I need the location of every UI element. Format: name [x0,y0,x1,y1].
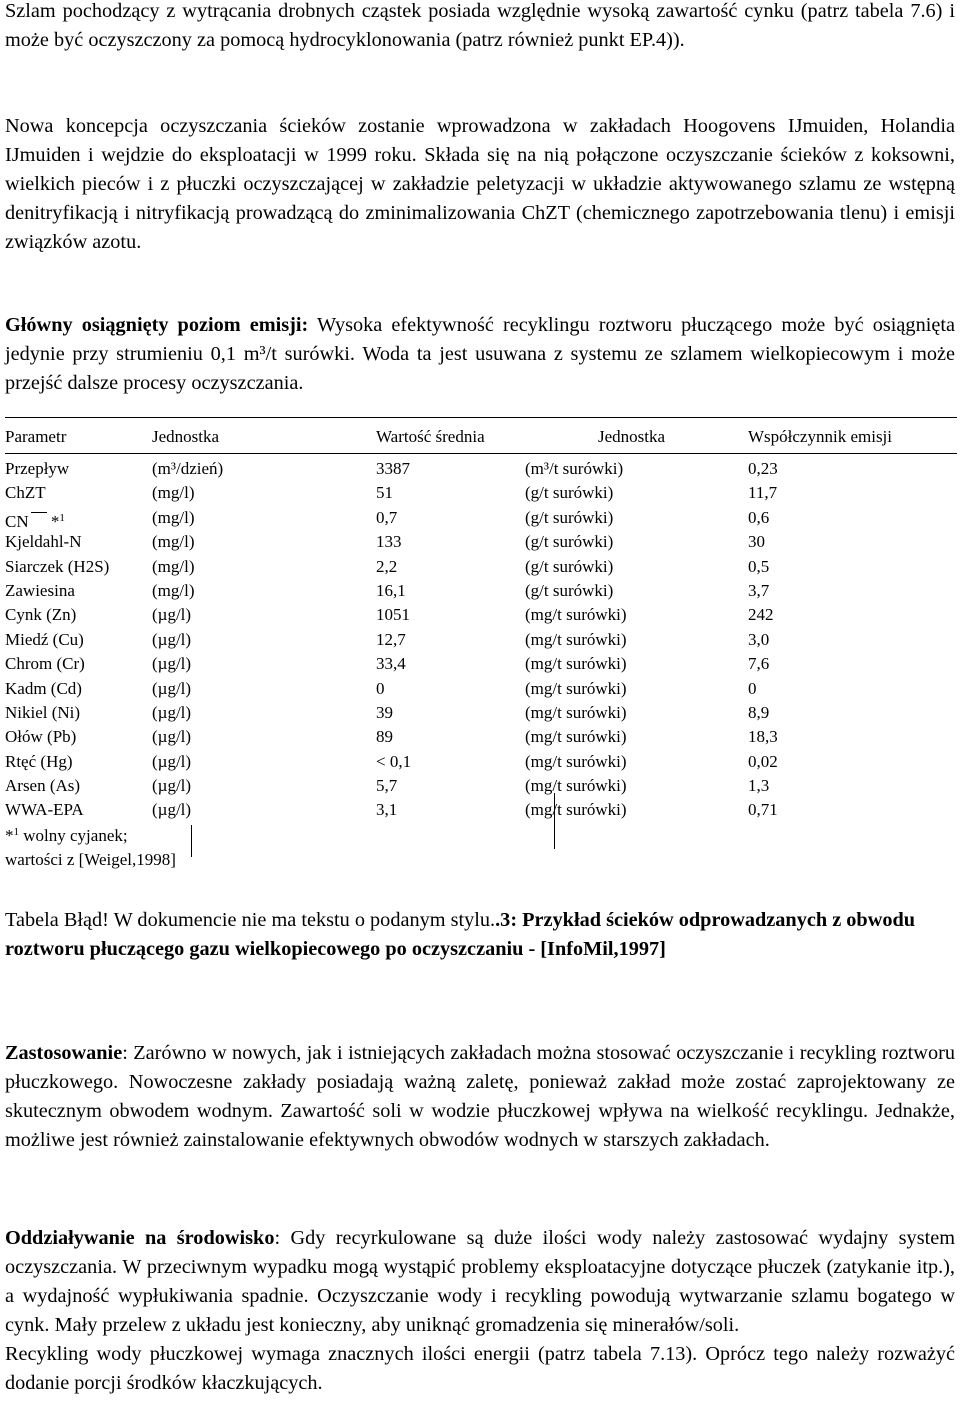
cursor-line-left [191,825,192,857]
cell-unit: (µg/l) [152,678,192,698]
cell-unit: (mg/l) [152,507,195,527]
cell-unit: (µg/l) [152,776,192,796]
cell-parameter: Arsen (As) [5,776,81,796]
cell-value: 3,1 [376,800,398,820]
table-row [5,677,957,701]
cell-value: 0 [376,678,385,698]
cell-factor: 18,3 [748,727,778,747]
cell-factor: 0 [748,678,757,698]
cell-value: 5,7 [376,776,398,796]
cell-unit-2: (mg/t surówki) [525,629,627,649]
cell-unit: (mg/l) [152,580,195,600]
header-unit: Jednostka [152,427,220,446]
cell-value: 3387 [376,459,410,478]
cell-value: 39 [376,702,393,722]
caption-prefix: Tabela Błąd! W dokumencie nie ma tekstu o podanym stylu. [5,909,496,931]
table-body [5,457,957,823]
table-row [5,555,957,579]
table-row [5,701,957,725]
table-row [5,750,957,774]
cell-factor: 0,6 [748,507,770,527]
cell-parameter: Zawiesina [5,580,75,600]
footnote-sup: 1 [13,826,19,838]
cell-value: 33,4 [376,654,406,674]
header-parameter: Parametr [5,427,67,446]
cell-factor: 0,02 [748,751,778,771]
header-emission-factor: Współczynnik emisji [748,427,893,446]
cell-value: 16,1 [376,580,406,600]
cell-unit: (µg/l) [152,727,192,747]
cell-factor: 0,5 [748,556,770,576]
table-header-rule [5,453,957,454]
section-environment [5,1224,955,1398]
paragraph-emission-level [5,311,955,398]
table-caption [5,906,955,964]
cell-factor: 0,23 [748,459,778,478]
cell-value: 133 [376,532,402,552]
header-mean-value: Wartość średnia [376,427,485,446]
table-row [5,652,957,676]
cell-value: < 0,1 [376,751,412,771]
table-row [5,506,957,530]
cell-parameter: Chrom (Cr) [5,654,85,674]
cell-parameter: Miedź (Cu) [5,629,84,649]
table-row [5,530,957,554]
cell-parameter: Rtęć (Hg) [5,751,73,771]
cell-unit-2: (mg/t surówki) [525,678,627,698]
cell-unit-2: (mg/t surówki) [525,605,627,625]
cell-value: 12,7 [376,629,406,649]
cell-unit: (µg/l) [152,605,192,625]
cell-unit-2: (g/t surówki) [525,556,614,576]
paragraph-sludge: Szlam pochodzący z wytrącania drobnych cząstek posiada względnie wysoką zawartość cynku (patrz tabela 7.6) i może być oczyszczony za pomocą hydrocyklonowania (patrz również punkt EP.4)). [5,0,955,51]
cell-value: 1051 [376,605,410,625]
cell-parameter: Cynk (Zn) [5,605,77,625]
table-row [5,457,957,481]
cell-value: 51 [376,483,393,503]
environment-label: Oddziaływanie na środowisko [5,1227,275,1249]
cn-overline-mark [31,512,47,513]
footnote-text: wolny cyjanek; [19,826,128,845]
paragraph-new-concept: Nowa koncepcja oczyszczania ścieków zostanie wprowadzona w zakładach Hoogovens IJmuiden, Holandia IJmuiden i wejdzie do eksploatacji w 1999 roku. Składa się na nią połączone oczyszczanie ścieków z koksowni, wielkich pieców i z płuczki oczyszczającej w zakładzie peletyzacji w układzie aktywowanego szlamu ze wstępną denitryfikacją i nitryfikacją prowadzącą do zminimalizowania ChZT (chemicznego zapotrzebowania tlenu) i emisji związków azotu. [5,115,955,253]
table-row [5,579,957,603]
cell-factor: 242 [748,605,774,625]
cell-unit-2: (g/t surówki) [525,580,614,600]
cell-value: 89 [376,727,393,747]
cell-parameter: Ołów (Pb) [5,727,77,747]
cell-unit-2: (mg/t surówki) [525,702,627,722]
cell-unit-2: (g/t surówki) [525,532,614,552]
cell-unit: (mg/l) [152,532,195,552]
cell-parameter: Siarczek (H2S) [5,556,110,576]
cell-factor: 7,6 [748,654,770,674]
cell-factor: 0,71 [748,800,778,820]
application-text: : Zarówno w nowych, jak i istniejących zakładach można stosować oczyszczanie i recykling roztworu płuczkowego. Nowoczesne zakłady posiadają ważną zaletę, ponieważ zakład może zostać zaprojektowany ze skutecznym obwodem wodnym. Zawartość soli w wodzie płuczkowej wpływa na wielkość recyklingu. Jednakże, możliwe jest również zainstalowanie efektywnych obwodów wodnych w starszych zakładach. [5,1042,955,1151]
table-row [5,725,957,749]
cell-value: 2,2 [376,556,398,576]
cell-parameter: ChZT [5,483,46,503]
cell-unit: (m³/dzień) [152,459,224,478]
cursor-line-right [554,793,555,849]
table-row [5,628,957,652]
cell-factor: 11,7 [748,483,778,503]
cell-parameter: Nikiel (Ni) [5,702,81,722]
cell-value: 0,7 [376,507,398,527]
cell-unit-2: (g/t surówki) [525,507,614,527]
environment-text: : Gdy recyrkulowane są duże ilości wody należy zastosować wydajny system oczyszczania. W przeciwnym wypadku mogą wystąpić problemy eksploatacyjne dotyczące płuczek (zatykanie itp.), a wydajność wypłukiwania spadnie. Oczyszczanie wody i recykling powodują wytwarzanie szlamu bogatego w cynk. Mały przelew z układu jest konieczny, aby uniknąć gromadzenia się minerałów/soli. [5,1227,955,1336]
cell-unit: (mg/l) [152,483,195,503]
application-label: Zastosowanie [5,1042,123,1064]
table-row [5,774,957,798]
footnote-line-2: wartości z [Weigel,1998] [5,850,176,869]
paragraph-environment [5,1224,955,1340]
table-top-rule [5,417,957,418]
cn-label: CN [5,511,29,531]
cell-parameter: Kadm (Cd) [5,678,82,698]
paragraph-application [5,1039,955,1155]
cell-unit-2: (mg/t surówki) [525,727,627,747]
cell-unit: (µg/l) [152,751,192,771]
cell-factor: 3,7 [748,580,770,600]
cell-factor: 3,0 [748,629,770,649]
cell-unit: (µg/l) [152,800,192,820]
cell-unit: (µg/l) [152,629,192,649]
cell-unit: (µg/l) [152,654,192,674]
emission-level-text: Wysoka efektywność recyklingu roztworu płuczącego może być osiągnięta jedynie przy strumieniu 0,1 m³/t surówki. Woda ta jest usuwana z systemu ze szlamem wielkopiecowym i może przejść dalsze procesy oczyszczania. [5,314,955,394]
table-row [5,481,957,505]
header-unit-2: Jednostka [598,427,666,446]
cell-parameter: WWA-EPA [5,800,84,820]
cell-factor: 1,3 [748,776,770,796]
cell-unit: (mg/l) [152,556,195,576]
cell-unit-2: (mg/t surówki) [525,751,627,771]
paragraph-energy: Recykling wody płuczkowej wymaga znacznych ilości energii (patrz tabela 7.13). Oprócz tego należy rozważyć dodanie porcji środków kłaczkujących. [5,1343,955,1394]
footnote-line-1 [5,820,176,848]
emission-level-label: Główny osiągnięty poziom emisji: [5,314,309,336]
cell-parameter: Przepływ [5,459,70,478]
cell-unit-2: (mg/t surówki) [525,654,627,674]
cell-unit-2: (m³/t surówki) [525,459,624,478]
cn-asterisk: * [46,511,60,531]
table-header [5,425,957,449]
cell-unit-2: (mg/t surówki) [525,800,627,820]
cn-footnote-sup: 1 [59,511,65,524]
cell-factor: 30 [748,532,765,552]
cell-unit-2: (mg/t surówki) [525,776,627,796]
table-row [5,603,957,627]
cell-parameter: Kjeldahl-N [5,532,82,552]
cell-unit: (µg/l) [152,702,192,722]
caption-title: .3: Przykład ścieków odprowadzanych z obwodu roztworu płuczącego gazu wielkopiecowego po oczyszczaniu - [InfoMil,1997] [5,909,916,960]
cell-factor: 8,9 [748,702,770,722]
table-footnote [5,820,176,872]
cell-unit-2: (g/t surówki) [525,483,614,503]
footnote-mark: * [5,826,14,845]
